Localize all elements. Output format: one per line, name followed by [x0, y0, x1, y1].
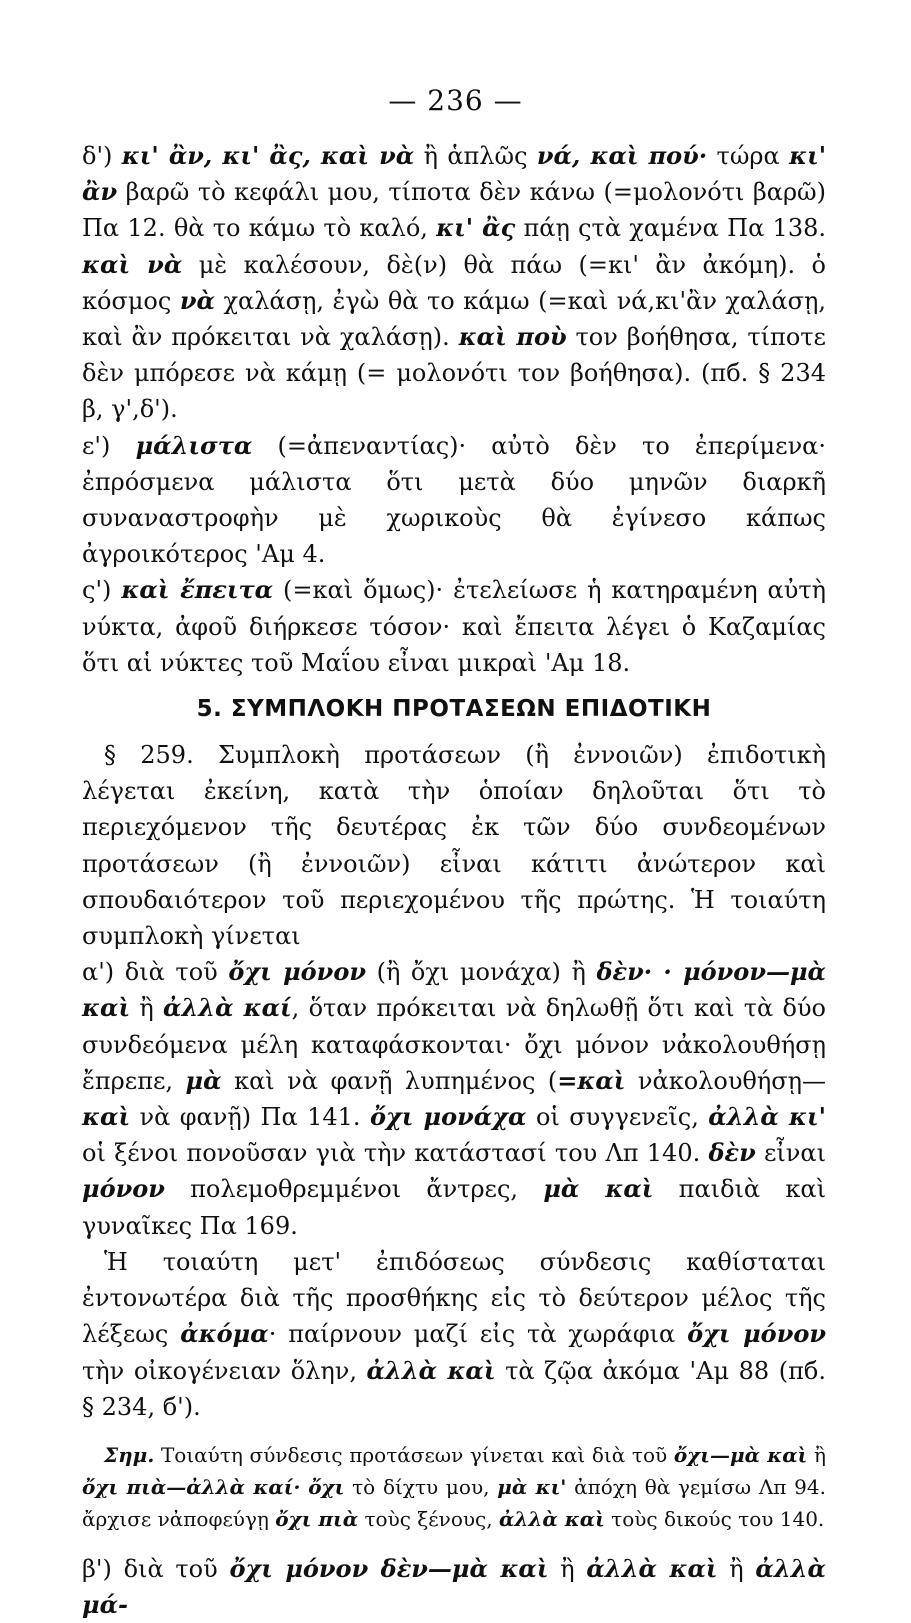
emphasized-term: κι' ἂς	[436, 213, 516, 243]
emphasized-term: ἀλλὰ κι'	[708, 1102, 827, 1132]
emphasized-term: ὄχι—μὰ καὶ	[673, 1442, 808, 1467]
paragraph: ς') καὶ ἔπειτα (=καὶ ὅμως)· ἐτελείωσε ἡ κατηραμένη αὐτὴ νύκτα, ἀφοῦ διήρκεσε τόσον· καὶ ἔπειτα λέγει ὁ Καζαμίας ὅτι αἱ νύκτες τοῦ Μαΐου εἶναι μικραὶ 'Αμ 18.	[82, 575, 826, 677]
emphasized-term: καὶ νὰ	[82, 249, 183, 279]
emphasized-term: ὄχι πιὰ	[275, 1506, 359, 1531]
emphasized-term: ὄχι πιὰ—ἀλλὰ καί·	[82, 1474, 301, 1499]
paragraph: α') διὰ τοῦ ὄχι μόνον (ἢ ὄχι μονάχα) ἢ δὲν· · μόνον—μὰ καὶ ἢ ἀλλὰ καί, ὅταν πρόκειται νὰ δηλωθῇ ὅτι καὶ τὰ δύο συνδεόμενα μέλη καταφάσκονται· ὄχι μόνον νἀκολουθήσῃ ἔπρεπε, μὰ καὶ νὰ φανῇ λυπημένος (=καὶ νἀκολουθήσῃ—καὶ νὰ φανῇ) Πα 141. ὄχι μονάχα οἱ συγγενεῖς, ἀλλὰ κι' οἱ ξένοι πονοῦσαν γιὰ τὴν κατάστασί του Λπ 140. δὲν εἶναι μόνον πολεμοθρεμμένοι ἄντρες, μὰ καὶ παιδιὰ καὶ γυναῖκες Πα 169.	[82, 957, 827, 1240]
paragraph: § 259. Συμπλοκὴ προτάσεων (ἢ ἐννοιῶν) ἐπιδοτικὴ λέγεται ἐκείνη, κατὰ τὴν ὁποίαν δηλοῦται ὅτι τὸ περιεχόμενον τῆς δευτέρας ἐκ τῶν δύο συνδεομένων προτάσεων (ἢ ἐννοιῶν) εἶναι κάτιτι ἀνώτερον καὶ σπουδαιότερον τοῦ περιεχομένου τῆς πρώτης. Ἡ τοιαύτη συμπλοκὴ γίνεται	[82, 741, 826, 951]
emphasized-term: καὶ	[82, 1102, 131, 1132]
emphasized-term: μὰ κι'	[497, 1474, 567, 1499]
emphasized-term: ἀλλὰ καὶ	[586, 1553, 718, 1583]
emphasized-term: =καὶ	[557, 1065, 626, 1095]
emphasized-term: ἀλλὰ καί	[163, 993, 292, 1023]
page-body	[82, 138, 826, 1623]
paragraph: β') διὰ τοῦ ὄχι μόνον δὲν—μὰ καὶ ἢ ἀλλὰ καὶ ἢ ἀλλὰ μά-	[82, 1553, 826, 1620]
emphasized-term: μὰ	[185, 1065, 222, 1095]
emphasized-term: μόνον	[82, 1174, 165, 1204]
emphasized-term: κι' ἂν, κι' ἂς, καὶ νὰ	[121, 141, 415, 170]
emphasized-term: κι' ἂν	[82, 141, 827, 207]
emphasized-term: ἀλλὰ καὶ	[366, 1355, 496, 1385]
emphasized-term: νὰ	[179, 285, 215, 315]
emphasized-term: ὄχι μονάχα	[369, 1102, 527, 1132]
emphasized-term: καὶ	[82, 993, 131, 1023]
emphasized-term: ὄχι μόνον	[228, 957, 366, 987]
emphasized-term: μὰ καὶ	[543, 1174, 654, 1204]
emphasized-term: νά, καὶ πού·	[536, 141, 708, 170]
emphasized-term: δὲν· · μόνον—μὰ	[596, 957, 827, 987]
emphasized-term: ἀλλὰ μά-	[82, 1553, 826, 1620]
emphasized-term: ὄχι μόνον	[687, 1319, 826, 1349]
emphasized-term: καὶ ποὺ	[458, 322, 567, 352]
paragraph: Ἡ τοιαύτη μετ' ἐπιδόσεως σύνδεσις καθίσταται ἐντονωτέρα διὰ τῆς προσθήκης εἰς τὸ δεύτερον μέλος τῆς λέξεως ἀκόμα· παίρνουν μαζί εἰς τὰ χωράφια ὄχι μόνον τὴν οἰκογένειαν ὅλην, ἀλλὰ καὶ τὰ ζῷα ἀκόμα 'Αμ 88 (πб. § 234, б').	[82, 1247, 826, 1421]
emphasized-term: ὄχι	[308, 1474, 345, 1499]
emphasized-term: καὶ ἔπειτα	[121, 575, 274, 605]
paragraph: δ') κι' ἂν, κι' ἂς, καὶ νὰ ἢ ἁπλῶς νά, καὶ πού· τώρα κι' ἂν βαρῶ τὸ κεφάλι μου, τίποτα δὲν κάνω (=μολονότι βαρῶ) Πα 12. θὰ το κάμω τὸ καλό, κι' ἂς πάῃ ςτὰ χαμένα Πα 138. καὶ νὰ μὲ καλέσουν, δὲ(ν) θὰ πάω (=κι' ἂν ἀκόμη). ὁ κόσμος νὰ χαλάσῃ, ἐγὼ θὰ το κάμω (=καὶ νά,κι'ἂν χαλάσῃ, καὶ ἂν πρόκειται νὰ χαλάσῃ). καὶ ποὺ τον βοήθησα, τίποτε δὲν μπόρεσε νὰ κάμῃ (= μολονότι τον βοήθησα). (πб. § 234 β, γ',δ').	[82, 141, 827, 424]
emphasized-term: ἀλλὰ καὶ	[498, 1506, 605, 1531]
note-paragraph: Σημ. Τοιαύτη σύνδεσις προτάσεων γίνεται καὶ διὰ τοῦ ὄχι—μὰ καὶ ἢ ὄχι πιὰ—ἀλλὰ καί· ὄχι τὸ δίχτυ μου, μὰ κι' ἀπόχη θὰ γεμίσω Λπ 94. ἄρχισε νἀποφεύγῃ ὄχι πιὰ τοὺς ξένους, ἀλλὰ καὶ τοὺς δικούς του 140.	[82, 1442, 826, 1531]
section-heading: 5. ΣΥΜΠΛΟΚΗ ΠΡΟΤΑΣΕΩΝ ΕΠΙΔΟΤΙΚΗ	[196, 696, 712, 723]
emphasized-term: ἀκόμα	[180, 1319, 269, 1349]
emphasized-term: Σημ.	[104, 1442, 155, 1467]
emphasized-term: ὄχι μόνον δὲν—μὰ καὶ	[229, 1553, 549, 1583]
paragraph: ε') μάλιστα (=ἀπεναντίας)· αὐτὸ δὲν το ἐπερίμενα· ἐπρόσμενα μάλιστα ὅτι μετὰ δύο μηνῶν διαρκῆ συναναστροφὴν μὲ χωρικοὺς θὰ ἐγίνεσο κάπως ἀγροικότερος 'Αμ 4.	[82, 430, 826, 569]
emphasized-term: δὲν	[708, 1138, 756, 1168]
page-number: — 236 —	[388, 84, 523, 117]
emphasized-term: μάλιστα	[135, 430, 253, 460]
